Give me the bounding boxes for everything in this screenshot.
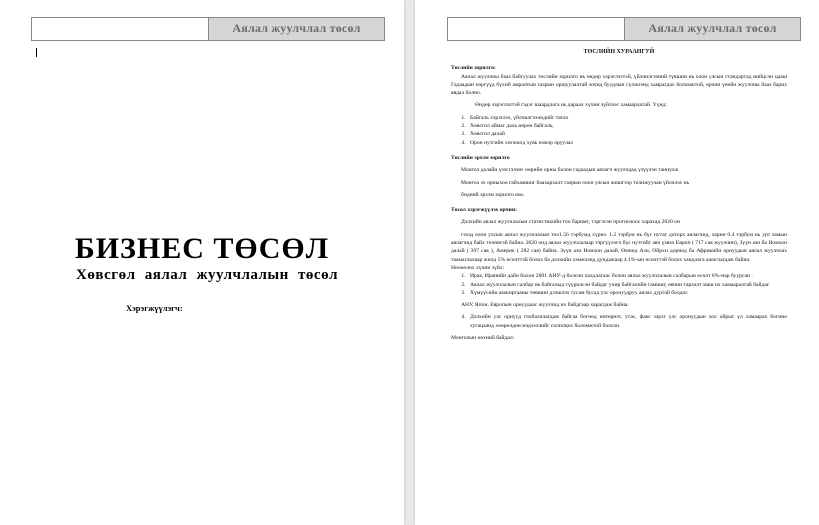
factors-list	[451, 272, 787, 297]
paragraph: Монголын өөхний байдал:	[451, 335, 515, 342]
requirements-list	[451, 114, 787, 147]
header-empty-cell[interactable]	[448, 18, 625, 40]
paragraph: Аялал жуулчны бааз байгуулах төслийн зорилго нь өндөр хэрэглээтэй, үйлчилгээний түвшин нь олон улсын стандартад нийцсэн цааш Гадаадын нэргүүд бүхий амралтын газрын оршуулалтай зочид буудлын сүлжээнд хамрагдах боломжтой, өрчин үеийн жуулчны бааз барих явдал болно.	[451, 73, 787, 97]
paragraph: Монгол эх орныхоо гайхамшиг баахархалт газрын олон улсын жишгээр толижуулан үйлчлэх нь	[461, 179, 690, 186]
paragraph: гэхэд олон улсын аялал жуулчлалын тоо1.56 тэрбумд хүрнэ. 1.2 тэрбум нь бүс нутаг доторх аялагчид, харин 0.4 тэрбум нь урт замын аялагчид байх төлөвтэй байна. 2020 онд аялал жуулчлалаар тэргүүлэгч бүс нутгийг авч үзвэл Европ ( 717 сая жуулчин), Зүүн ази ба Номхон далай ( 397 сая ), Америк ( 282 сая) байна. Зүүн ази Номхон далай, Өмнөд Ази, Ойрхи дорнод ба Африкийн орнуудын аялал жуулчлах таамаглалаар жилд 5% өсөлттэй болох ба дэлхийн хэмжээнд дундажаар 4.1%-ын өсөлттэй болох хандлага ажиглагдаж байна.	[451, 231, 787, 263]
author-label: Хэрэгжүүлэгч:	[126, 303, 183, 313]
document-page-summary	[415, 0, 819, 525]
list-item: 4. Дэлхийн улс орнууд глобалчлагдаж байгаа бөгөөд интернэт, утас, факс зэрэг улс оронуудын хол ойрыг үл хамаарах богино хугацаанд хөөрөлдөн мэдээллийг солилцох боломжтой болсон.	[467, 313, 787, 330]
document-page-cover	[0, 0, 404, 525]
paragraph: Нөлөөлөх хүчин зүйл:	[451, 264, 505, 271]
page-header-table	[31, 17, 385, 41]
list-item: 1. Байгаль хэрэглээ, үйлчилгээчидийг татах	[467, 114, 787, 122]
paragraph: Монгол далайн үзэсгэлэнг өөрийн орны болон гадаадын аялагч жуулчдад үзүүлэн таниулж	[461, 167, 679, 174]
document-subtitle: Хөвсгөл аялал жуулчлалын төсөл	[76, 267, 338, 283]
list-item: 4. Орон нутгийн хөгжилд хувь нэмэр оруулах	[467, 139, 787, 147]
section-heading: Төсөл хэрэгжүүлэх орчин:	[451, 207, 517, 214]
list-item: 3. Хөвсгөл далай	[467, 130, 787, 138]
summary-title: ТӨСЛИЙН ХУРААНГУЙ	[583, 49, 655, 55]
section-heading: Төслийн эрхэм зорилго	[451, 154, 510, 161]
list-item: 2. Хөвсгөл аймаг дахь өөрөө байгаль,	[467, 122, 787, 130]
page-header-table	[447, 17, 801, 41]
factors-list-continued	[451, 313, 787, 330]
header-title-cell[interactable]: Аялал жуулчлал төсөл	[209, 18, 384, 40]
header-empty-cell[interactable]	[32, 18, 209, 40]
page-body	[451, 48, 787, 342]
document-title: БИЗНЕС ТӨСӨЛ	[74, 232, 330, 265]
section-heading: Төслийн зорилго:	[451, 65, 496, 72]
header-title-cell[interactable]: Аялал жуулчлал төсөл	[625, 18, 800, 40]
paragraph: бидний эрхэм зорилго юм.	[461, 191, 525, 198]
text-cursor	[36, 48, 37, 57]
paragraph: АНУ, Япон, Европын орнуудаас жуулчид их байдгаар харагдаж байна.	[461, 302, 629, 309]
list-item: 3. Хүмүүсийн амжиргааны төвшин дээшлэх тусам бусад улс оронуудруу аялах дуртай болдог.	[467, 289, 787, 297]
paragraph: Дэлхийн аялал жуулчлалын статистикийн тоо баримт, тэргэсэн прогнозоос харахад 2020 он	[461, 219, 680, 226]
list-item: 1. Ирак, Иранийн дайн болон 2001 АНУ-д болсон халдлагаас болон аялал жуулчлалын салбарын өсөлт 6%-нар буурсан .	[467, 272, 787, 280]
list-item: 2. Аялал жуулчлалын салбар нь байгалыд сүүрилсэн байдаг учир байгалийн гамшиг, өвчин тархалт маш их хамааралтай байдаг.	[467, 281, 787, 289]
paragraph: Өндөр зэрэглэлтэй гэдэг шаардлага нь дараах хүчин зүйлээс хамаарлатай. Үүнд:	[475, 102, 667, 109]
